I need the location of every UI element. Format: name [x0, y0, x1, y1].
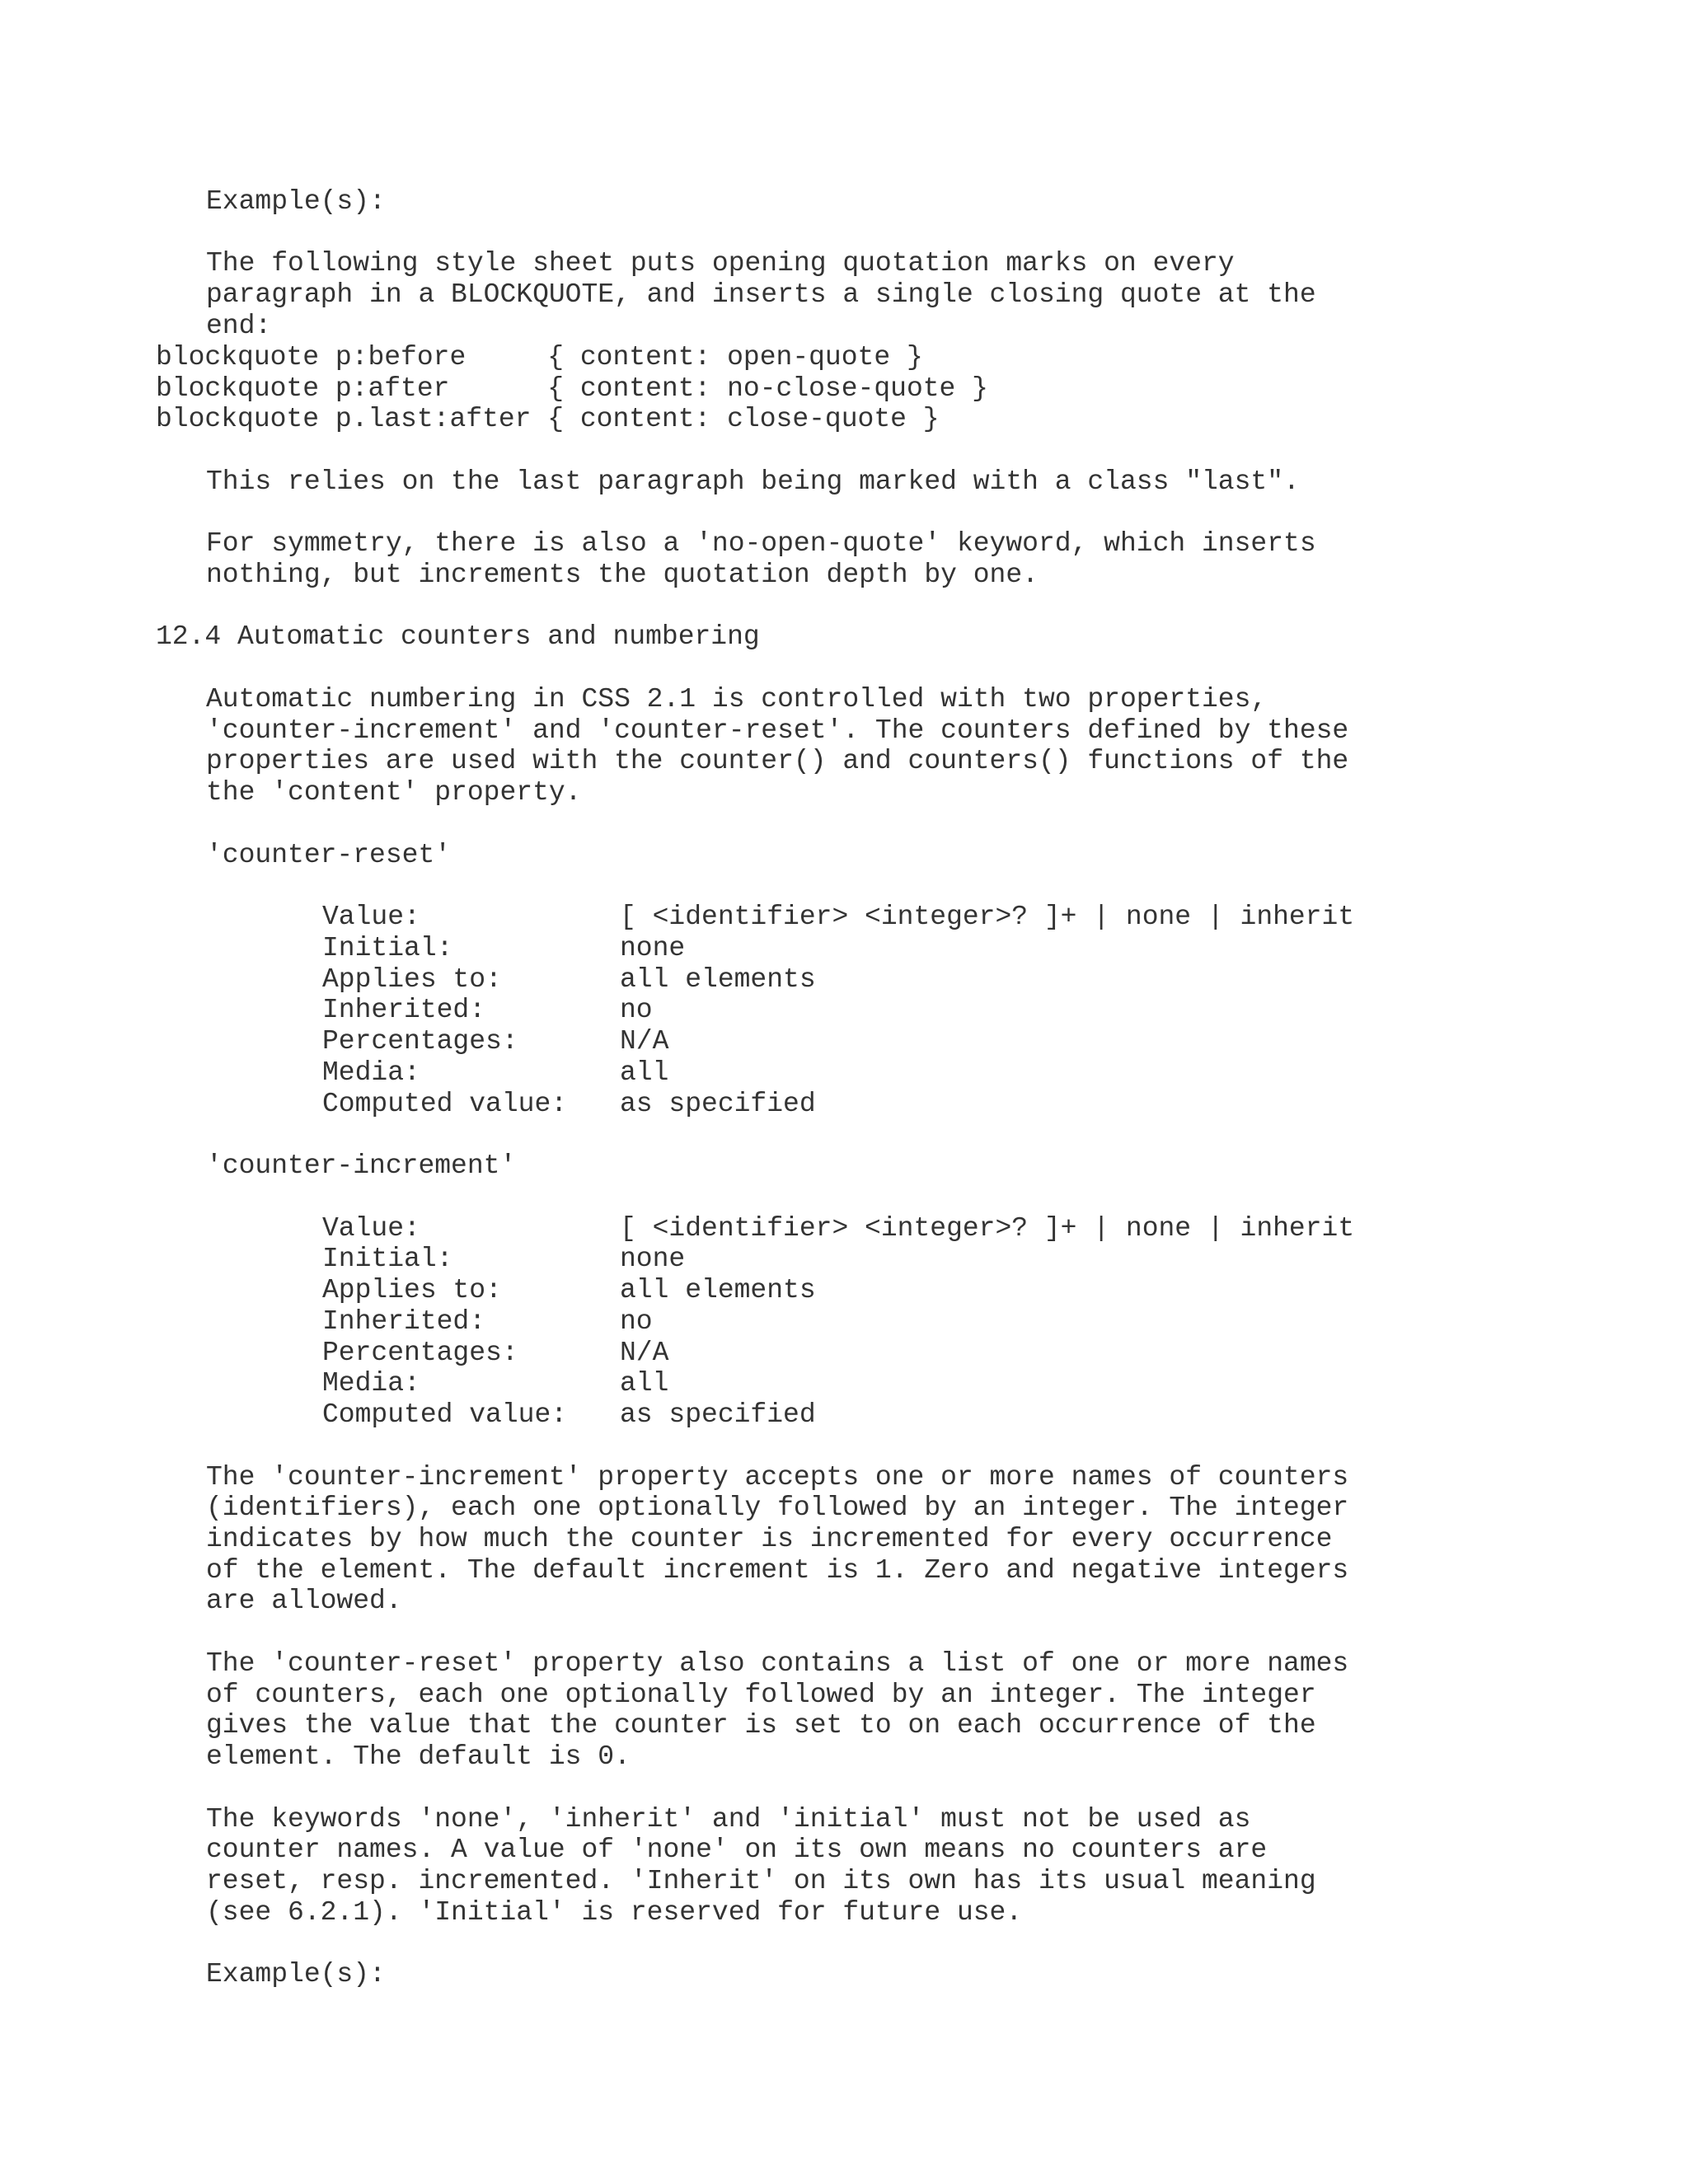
property-row-label: Computed value: [322, 1399, 568, 1430]
property-row-label: Initial: [322, 1244, 453, 1274]
property-row-label: Applies to: [322, 1275, 502, 1305]
property-row-label: Inherited: [322, 995, 486, 1025]
property-row-label: Value: [322, 902, 420, 932]
section-intro-line: the 'content' property. [206, 777, 582, 808]
symmetry-line: For symmetry, there is also a 'no-open-quote' keyword, which inserts [206, 528, 1316, 559]
property-row-value: all [620, 1057, 669, 1088]
property-row-value: no [620, 995, 653, 1025]
property-row-label: Value: [322, 1213, 420, 1244]
example-intro-line: paragraph in a BLOCKQUOTE, and inserts a single closing quote at the [206, 279, 1316, 310]
section-intro-line: 'counter-increment' and 'counter-reset'. The counters defined by these [206, 715, 1349, 746]
code-line: blockquote p.last:after { content: close-quote } [156, 404, 940, 434]
property-row-label: Media: [322, 1368, 420, 1399]
property-row-value: N/A [620, 1026, 669, 1057]
property-name: 'counter-increment' [206, 1151, 517, 1181]
section-intro-line: Automatic numbering in CSS 2.1 is controlled with two properties, [206, 684, 1268, 715]
paragraph-line: of counters, each one optionally followed by an integer. The integer [206, 1680, 1316, 1710]
property-row-label: Media: [322, 1057, 420, 1088]
paragraph-line: counter names. A value of 'none' on its own means no counters are [206, 1835, 1268, 1865]
paragraph-line: The keywords 'none', 'inherit' and 'initial' must not be used as [206, 1804, 1251, 1835]
property-row-label: Initial: [322, 933, 453, 963]
paragraph-line: indicates by how much the counter is incremented for every occurrence [206, 1524, 1333, 1554]
paragraph-line: of the element. The default increment is 1. Zero and negative integers [206, 1555, 1349, 1586]
property-name: 'counter-reset' [206, 840, 452, 870]
property-row-value: none [620, 1244, 686, 1274]
paragraph-line: gives the value that the counter is set to on each occurrence of the [206, 1710, 1316, 1741]
section-heading: 12.4 Automatic counters and numbering [156, 621, 760, 652]
property-row-value: [ <identifier> <integer>? ]+ | none | inherit [620, 902, 1355, 932]
paragraph-line: are allowed. [206, 1586, 402, 1616]
property-row-label: Inherited: [322, 1306, 486, 1337]
example-label: Example(s): [206, 1959, 386, 1990]
code-line: blockquote p:before { content: open-quote } [156, 342, 923, 373]
symmetry-line: nothing, but increments the quotation depth by one. [206, 560, 1039, 590]
property-row-label: Percentages: [322, 1026, 518, 1057]
paragraph-line: (identifiers), each one optionally followed by an integer. The integer [206, 1493, 1349, 1523]
example-label: Example(s): [206, 186, 386, 217]
property-row-value: all elements [620, 964, 816, 995]
code-line: blockquote p:after { content: no-close-quote } [156, 373, 988, 404]
paragraph-line: The 'counter-reset' property also contains a list of one or more names [206, 1648, 1349, 1679]
property-row-value: no [620, 1306, 653, 1337]
example-intro-line: end: [206, 311, 272, 341]
property-row-value: N/A [620, 1338, 669, 1368]
note-line: This relies on the last paragraph being marked with a class "last". [206, 466, 1300, 497]
property-row-label: Percentages: [322, 1338, 518, 1368]
paragraph-line: The 'counter-increment' property accepts one or more names of counters [206, 1462, 1349, 1493]
section-intro-line: properties are used with the counter() and counters() functions of the [206, 746, 1349, 776]
property-row-value: all elements [620, 1275, 816, 1305]
property-row-value: as specified [620, 1089, 816, 1119]
property-row-label: Computed value: [322, 1089, 568, 1119]
property-row-value: as specified [620, 1399, 816, 1430]
property-row-value: all [620, 1368, 669, 1399]
property-row-value: none [620, 933, 686, 963]
property-row-value: [ <identifier> <integer>? ]+ | none | inherit [620, 1213, 1355, 1244]
example-intro-line: The following style sheet puts opening quotation marks on every [206, 248, 1235, 279]
paragraph-line: reset, resp. incremented. 'Inherit' on its own has its usual meaning [206, 1866, 1316, 1896]
paragraph-line: (see 6.2.1). 'Initial' is reserved for future use. [206, 1897, 1023, 1928]
paragraph-line: element. The default is 0. [206, 1741, 631, 1772]
property-row-label: Applies to: [322, 964, 502, 995]
